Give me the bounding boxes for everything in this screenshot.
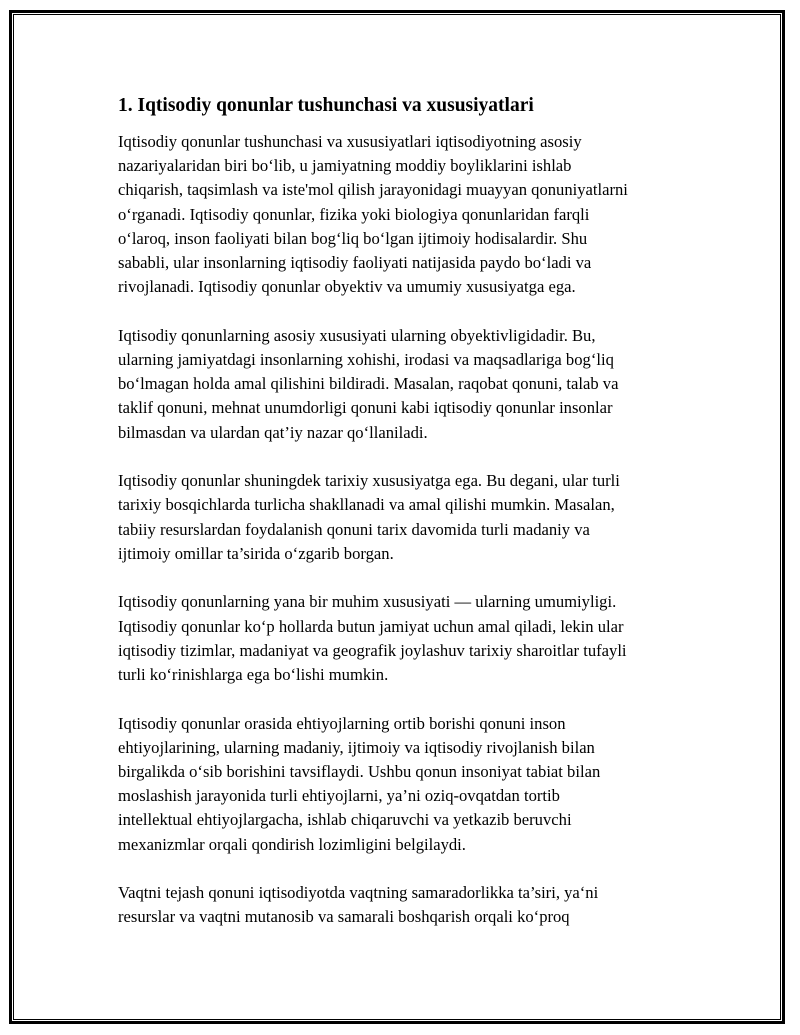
text-line: sababli, ular insonlarning iqtisodiy faoliyati natijasida paydo bo‘ladi va	[118, 253, 592, 273]
text-line: Iqtisodiy qonunlar orasida ehtiyojlarning ortib borishi qonuni inson	[118, 713, 566, 733]
text-line: chiqarish, taqsimlash va iste'mol qilish jarayonidagi muayyan qonuniyatlarni	[118, 180, 628, 200]
text-line: rivojlanadi. Iqtisodiy qonunlar obyektiv va umumiy xususiyatga ega.	[118, 277, 576, 297]
body-paragraph	[118, 712, 690, 857]
text-line: mexanizmlar orqali qondirish lozimligini belgilaydi.	[118, 834, 466, 854]
document-body	[118, 93, 690, 954]
text-line: ehtiyojlarining, ularning madaniy, ijtimoiy va iqtisodiy rivojlanish bilan	[118, 737, 595, 757]
text-line: Vaqtni tejash qonuni iqtisodiyotda vaqtning samaradorlikka ta’siri, ya‘ni	[118, 883, 599, 903]
text-line: iqtisodiy tizimlar, madaniyat va geografik joylashuv tarixiy sharoitlar tufayli	[118, 640, 627, 660]
text-line: ularning jamiyatdagi insonlarning xohishi, irodasi va maqsadlariga bog‘liq	[118, 350, 614, 370]
text-line: moslashish jarayonida turli ehtiyojlarni, ya’ni oziq-ovqatdan tortib	[118, 786, 560, 806]
text-line: tabiiy resurslardan foydalanish qonuni tarix davomida turli madaniy va	[118, 519, 590, 539]
text-line: tarixiy bosqichlarda turlicha shakllanadi va amal qilishi mumkin. Masalan,	[118, 495, 615, 515]
text-line: turli ko‘rinishlarga ega bo‘lishi mumkin.	[118, 665, 389, 685]
text-line: Iqtisodiy qonunlarning asosiy xususiyati ularning obyektivligidadir. Bu,	[118, 325, 596, 345]
paragraph-list	[118, 130, 690, 930]
text-line: taklif qonuni, mehnat unumdorligi qonuni kabi iqtisodiy qonunlar insonlar	[118, 398, 613, 418]
body-paragraph	[118, 324, 690, 445]
section-heading: 1. Iqtisodiy qonunlar tushunchasi va xususiyatlari	[118, 95, 534, 116]
text-line: birgalikda o‘sib borishini tavsiflaydi. Ushbu qonun insoniyat tabiat bilan	[118, 762, 601, 782]
text-line: Iqtisodiy qonunlarning yana bir muhim xususiyati — ularning umumiyligi.	[118, 592, 617, 612]
text-line: o‘rganadi. Iqtisodiy qonunlar, fizika yoki biologiya qonunlaridan farqli	[118, 204, 590, 224]
text-line: Iqtisodiy qonunlar tushunchasi va xususiyatlari iqtisodiyotning asosiy	[118, 132, 582, 151]
body-paragraph	[118, 130, 690, 299]
text-line: ijtimoiy omillar ta’sirida o‘zgarib borgan.	[118, 543, 394, 563]
text-line: bo‘lmagan holda amal qilishini bildiradi. Masalan, raqobat qonuni, talab va	[118, 374, 619, 394]
text-line: o‘laroq, inson faoliyati bilan bog‘liq bo‘lgan ijtimoiy hodisalardir. Shu	[118, 228, 588, 248]
body-paragraph	[118, 469, 690, 566]
text-line: Iqtisodiy qonunlar ko‘p hollarda butun jamiyat uchun amal qiladi, lekin ular	[118, 616, 624, 636]
body-paragraph	[118, 590, 690, 687]
text-line: bilmasdan va ulardan qat’iy nazar qo‘llaniladi.	[118, 422, 428, 442]
text-line: Iqtisodiy qonunlar shuningdek tarixiy xususiyatga ega. Bu degani, ular turli	[118, 471, 620, 491]
body-paragraph	[118, 881, 690, 929]
text-line: intellektual ehtiyojlargacha, ishlab chiqaruvchi va yetkazib beruvchi	[118, 810, 572, 830]
text-line: nazariyalaridan biri bo‘lib, u jamiyatning moddiy boyliklarini ishlab	[118, 156, 572, 176]
text-line: resurslar va vaqtni mutanosib va samarali boshqarish orqali ko‘proq	[118, 907, 570, 927]
